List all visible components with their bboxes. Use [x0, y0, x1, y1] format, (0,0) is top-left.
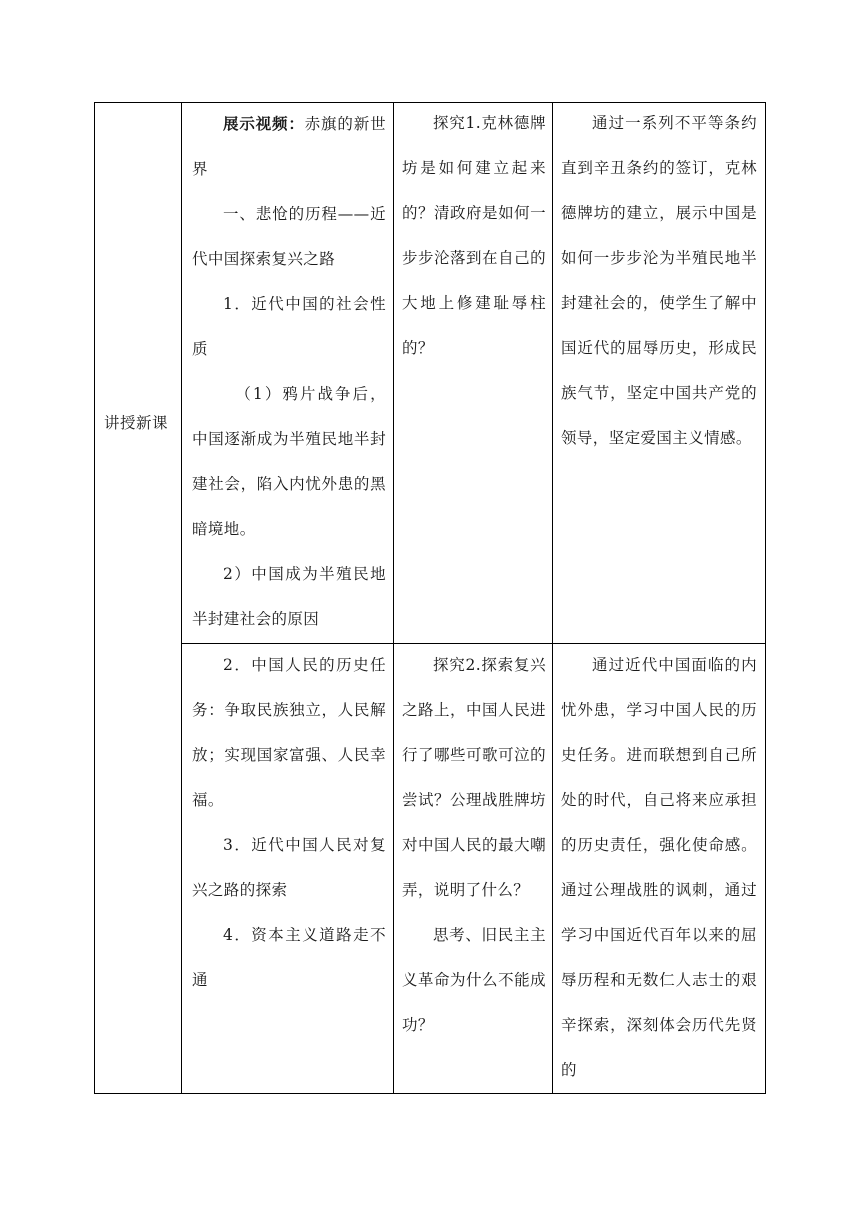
column-divider-2 [393, 102, 394, 1094]
table-border-left [94, 102, 95, 1094]
lesson-plan-table [94, 102, 766, 1094]
inquiry-1: 探究1.克林德牌坊是如何建立起来的？清政府是如何一步步沦落到在自己的大地上修建耻辱柱的？ [402, 114, 546, 357]
point-1-sub-1: （1）鸦片战争后，中国逐渐成为半殖民地半封建社会，陷入内忧外患的黑暗境地。 [192, 385, 386, 538]
row1-intent-cell [561, 101, 757, 461]
inquiry-2: 探究2.探索复兴之路上，中国人民进行了哪些可歌可泣的尝试？公理战胜牌坊对中国人民的最大嘲弄，说明了什么？ [402, 656, 546, 899]
column-divider-1 [181, 102, 182, 1094]
point-1-sub-2: 2）中国成为半殖民地半封建社会的原因 [192, 565, 386, 628]
video-intro-title: 赤旗的新世界 [192, 115, 386, 178]
row2-content-cell [192, 643, 386, 1003]
point-2: 2．中国人民的历史任务：争取民族独立，人民解放；实现国家富强、人民幸福。 [192, 656, 386, 809]
point-4: 4．资本主义道路走不通 [192, 926, 386, 989]
video-intro [192, 101, 386, 192]
point-3: 3．近代中国人民对复兴之路的探索 [192, 836, 386, 899]
intent-2: 通过近代中国面临的内忧外患，学习中国人民的历史任务。进而联想到自己所处的时代，自己将来应承担的历史责任，强化使命感。通过公理战胜的讽刺，通过学习中国近代百年以来的屈辱历程和无数仁人志士的艰辛探索，深刻体会历代先贤的 [561, 656, 757, 1079]
row1-activity-cell [402, 101, 546, 371]
video-intro-label: 展示视频： [223, 114, 305, 133]
thinking-question: 思考、旧民主主义革命为什么不能成功？ [402, 926, 546, 1034]
row2-activity-cell [402, 643, 546, 1048]
column-divider-3 [552, 102, 553, 1094]
row2-intent-cell [561, 643, 757, 1093]
point-1: 1．近代中国的社会性质 [192, 295, 386, 358]
row-label: 讲授新课 [104, 414, 169, 432]
table-border-right [765, 102, 766, 1094]
table-border-bottom [94, 1093, 766, 1094]
row1-content-cell [192, 101, 386, 642]
section-heading: 一、悲怆的历程——近代中国探索复兴之路 [192, 205, 386, 268]
intent-1: 通过一系列不平等条约直到辛丑条约的签订，克林德牌坊的建立，展示中国是如何一步步沦为半殖民地半封建社会的，使学生了解中国近代的屈辱历史，形成民族气节，坚定中国共产党的领导，坚定爱国主义情感。 [561, 114, 757, 447]
